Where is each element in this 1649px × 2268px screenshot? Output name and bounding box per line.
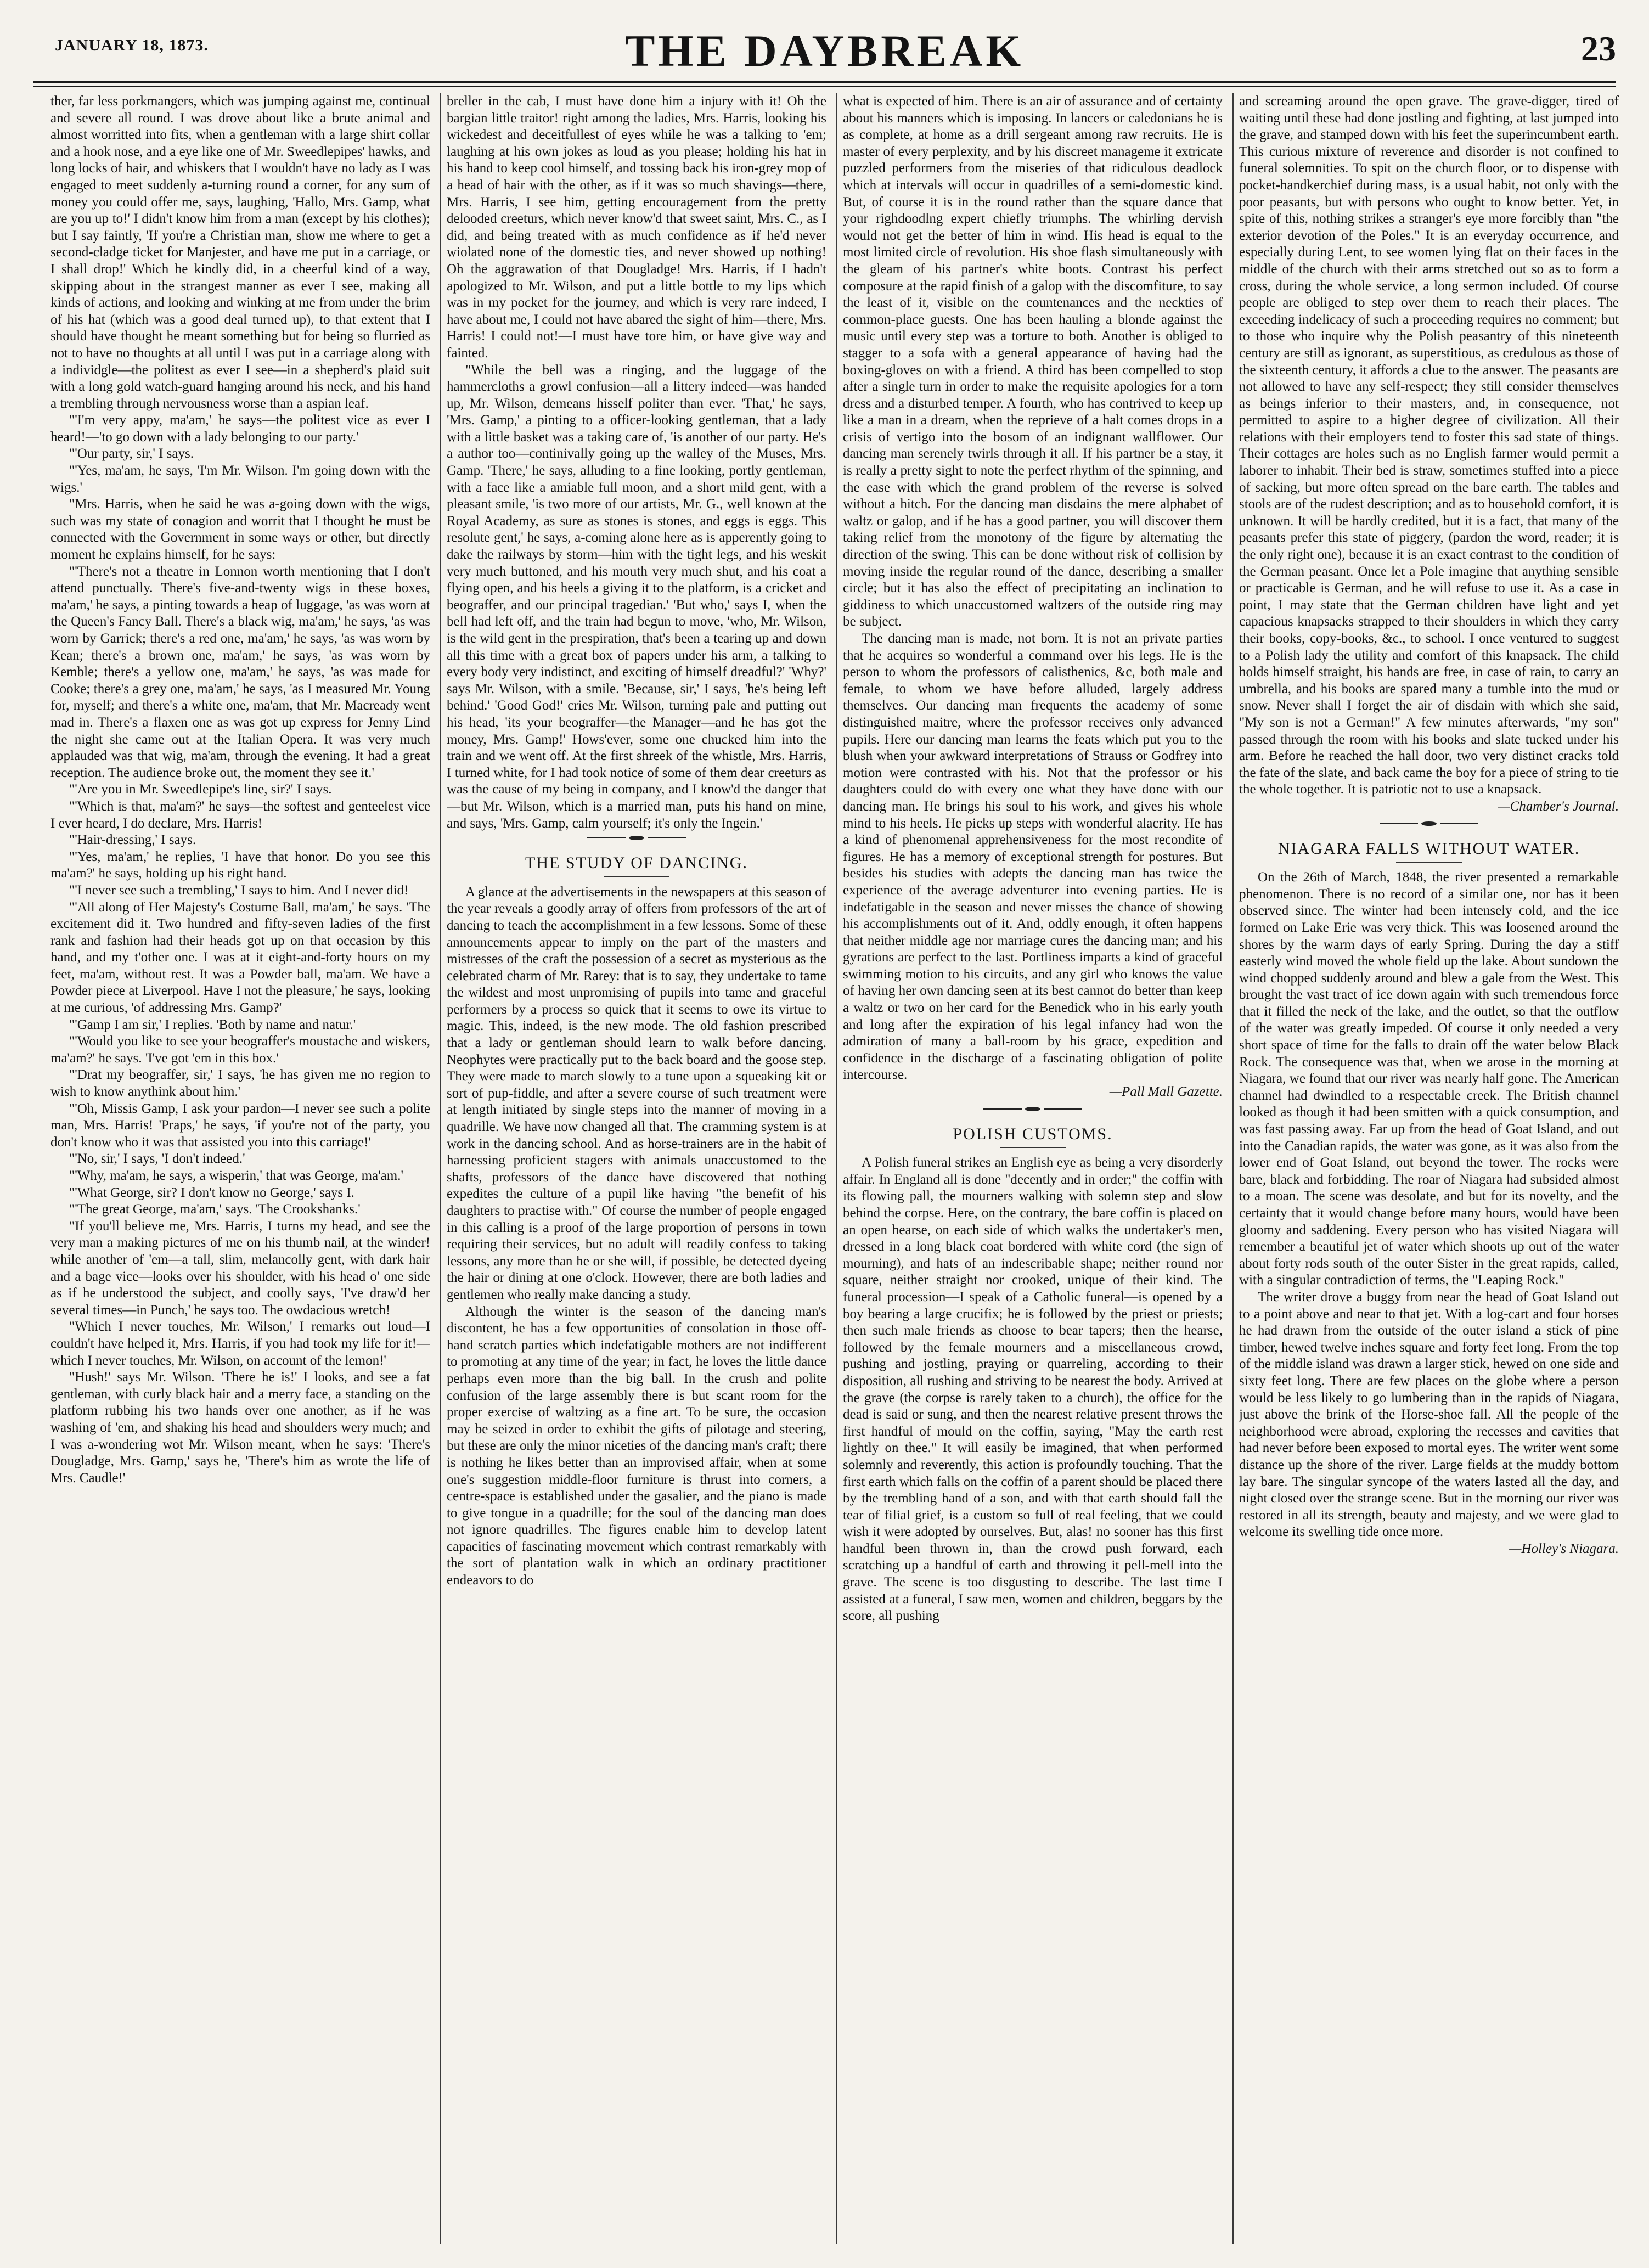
masthead-rule bbox=[33, 81, 1616, 83]
newspaper-title: THE DAYBREAK bbox=[624, 26, 1025, 76]
column-1 bbox=[50, 93, 430, 2244]
paragraph: "'Oh, Missis Gamp, I ask your pardon—I never see such a polite man, Mrs. Harris! 'Praps,' he says, 'if you're not of the party, you don't know who it was that assisted you into this carriage!' bbox=[50, 1101, 430, 1150]
article-heading: NIAGARA FALLS WITHOUT WATER. bbox=[1277, 839, 1580, 858]
paragraph: On the 26th of March, 1848, the river presented a remarkable phenomenon. There is no record of a similar one, nor has it been observed since. The winter had been intensely cold, and the ice formed on Lake Erie was very thick. This was loosened around the shores by the warm days of early Spring. During the day a stiff easterly wind moved the whole field up the lake. About sundown the wind chopped suddenly around and blew a gale from the West. This brought the vast tract of ice down again with such tremendous force that it filled the neck of the lake, and the outlet, so that the outflow of the water was greatly impeded. Of course it only needed a very short space of time for the falls to drain off the water below Black Rock. The consequence was that, when we arose in the morning at Niagara, we found that our river was nearly half gone. The American channel had dwindled to a respectable creek. The British channel looked as though it had been smitten with a quick consumption, and was fast passing away. Far up from the head of Goat Island, and out into the Canadian rapids, the water was gone, as it was also from the lower end of Goat Island, out beyond the tower. The rocks were bare, black and forbidding. The roar of Niagara had subsided almost to a moan. The scene was desolate, and but for its novelty, and the certainty that it would change before many hours, would have been gloomy and saddening. Every person who has visited Niagara will remember a beautiful jet of water which shoots up out of the water about forty rods south of the outer Sister in the great rapids, called, with a singular contradiction of terms, the "Leaping Rock." bbox=[1239, 870, 1619, 1288]
paragraph: A glance at the advertisements in the newspapers at this season of the year reveals a goodly array of offers from professors of the art of dancing to teach the accomplishment in a few lessons. Some of these announcements appear to imply on the part of the masters and mistresses of the craft the possession of a secret as mysterious as the celebrated charm of Mr. Rarey: that is to say, they undertake to tame the wildest and most unpromising of pupils into tame and graceful performers by a process so quick that it seems to owe its virtue to magic. This, indeed, is the new mode. The old fashion prescribed that a lady or gentleman should learn to walk before dancing. Neophytes were practically put to the back board and the goose step. They were made to march slowly to a tune upon a squeaking kit or sort of pup-fiddle, and after a severe course of such treatment were at length initiated by single steps into the manner of moving in a quadrille. We have now changed all that. The cramming system is at work in the dancing school. And as horse-trainers are in the habit of harnessing proficient stagers with animals unaccustomed to the shafts, professors of the dance have discovered that nothing expedites the culture of a pupil like having "the benefit of his daughters to practise with." Of course the number of people engaged in this calling is a proof of the large proportion of persons in town requiring their services, but no adult will readily confess to taking lessons, any more than he or she will, if possible, be detected dyeing the hair or dining at one o'clock. However, there are both ladies and gentlemen who really make dancing a study. bbox=[447, 884, 826, 1302]
column-2 bbox=[447, 93, 826, 2244]
paragraph: The dancing man is made, not born. It is not an private parties that he acquires so wonderful a command over his legs. He is the person to whom the professors of calisthenics, &c, both male and female, to whom we have before alluded, largely address themselves. Our dancing man frequents the academy of some distinguished maitre, where the professor receives only advanced pupils. Here our dancing man learns the feats which put you to the blush when your awkward interpretations of Strauss or Godfrey into motion were contrasted with his. Not that the professor or his daughters could do with every one what they have done with our dancing man. He brings his soul to his work, and gives his whole mind to his heels. He picks up steps with wonderful alacrity. He has a kind of phenomenal apprehensiveness for the most recondite of figures. He has a memory of exceptional strength for postures. But besides his studies with adepts the dancing man has twice the experience of the average adventurer into evening parties. He is indefatigable in the season and never misses the chance of showing his accomplishments out of it. And, oddly enough, it often happens that neither middle age nor marriage cures the dancing man; and his gyrations are perfect to the last. Portliness imparts a kind of graceful swimming motion to his circuits, and any girl who knows the value of having her own dancing seen at its best cannot do better than keep a waltz or two on her card for the Benedick who in his early youth and long after the expiration of his legal infancy had won the admiration of many a ball-room by his grace, expedition and confidence in the discharge of a fascinating obligation of polite intercourse. bbox=[843, 631, 1223, 1083]
paragraph: "'Drat my beograffer, sir,' I says, 'he has given me no region to wish to know anythink about him.' bbox=[50, 1067, 430, 1100]
paragraph: "'Gamp I am sir,' I replies. 'Both by name and natur.' bbox=[69, 1017, 356, 1032]
heading-rule bbox=[604, 876, 669, 877]
article-heading: THE STUDY OF DANCING. bbox=[525, 854, 748, 873]
issue-date: JANUARY 18, 1873. bbox=[55, 36, 209, 54]
ornament-divider bbox=[983, 1106, 1082, 1112]
heading-rule bbox=[1396, 862, 1462, 863]
masthead-rule-thin bbox=[33, 86, 1616, 87]
paragraph: "'Which is that, ma'am?' he says—the softest and genteelest vice I ever heard, I do declare, Mrs. Harris! bbox=[50, 798, 430, 831]
paragraph: "'Yes, ma'am,' he replies, 'I have that honor. Do you see this ma'am?' he says, holding up his right hand. bbox=[50, 849, 430, 881]
column-3 bbox=[843, 93, 1223, 2244]
paragraph: "'All along of Her Majesty's Costume Ball, ma'am,' he says. 'The excitement did it. Two hundred and fifty-seven ladies of the first rank and fashion had their heads got up on that occasion by this hand, and my t'other one. I was at it eight-and-forty hours on my feet, ma'am, without rest. It was a Powder ball, ma'am. We have a Powder piece at Liverpool. Have I not the pleasure,' he says, looking at me curious, 'of addressing Mrs. Gamp?' bbox=[50, 899, 430, 1016]
paragraph: "'Why, ma'am, he says, a wisperin,' that was George, ma'am.' bbox=[69, 1168, 403, 1183]
page-number: 23 bbox=[1581, 29, 1616, 68]
column-divider bbox=[440, 93, 441, 2244]
paragraph: "'No, sir,' I says, 'I don't indeed.' bbox=[69, 1151, 245, 1167]
paragraph: "'The great George, ma'am,' says. 'The Crookshanks.' bbox=[69, 1202, 361, 1217]
paragraph: Although the winter is the season of the dancing man's discontent, he has a few opportunities of consolation in those off-hand scratch parties which indefatigable mothers are not indifferent to promoting at any time of the year; in fact, he loves the little dance perhaps even more than the big ball. In the crush and polite confusion of the large assembly there is but scant room for the proper exercise of waltzing as a fine art. To be sure, the occasion may be seized in order to exhibit the gifts of pilotage and steering, but these are only the minor niceties of the dancing man's craft; there is nothing he likes better than an improvised affair, when at some one's suggestion middle-floor furniture is thrust into corners, a centre-space is established under the gasalier, and the piano is made to give tongue in a quadrille; for the soul of the dancing man does not ignore quadrilles. The figures enable him to develop latent capacities of fascinating movement which contrast remarkably with the sort of plantation walk in which an ordinary practitioner endeavors to do bbox=[447, 1304, 826, 1588]
paragraph: ther, far less porkmangers, which was jumping against me, continual and severe all round. I was drove about like a brute animal and almost worritted into fits, when a gentleman with a large shirt collar and a hook nose, and a eye like one of Mr. Sweedlepipes' hawks, and long locks of hair, and whiskers that I wouldn't have no lady as I was engaged to meet suddenly a-turning round a corner, for any sum of money you could offer me, says, laughing, 'Hallo, Mrs. Gamp, what are you up to!' I didn't know him from a man (except by his clothes); but I say faintly, 'If you're a Christian man, show me where to get a second-cladge ticket for Manjester, and have me put in a carriage, or I shall drop!' Which he kindly did, in a cheerful kind of a way, skipping about in the strangest manner as ever I see, making all kinds of actions, and looking and winking at me from under the brim of his hat (which was a good deal turned up), to that extent that I should have thought he meant something but for being so flurried as not to have no thoughts at all until I was put in a carriage along with a individgle—the politest as ever I see—in a shepherd's plaid suit with a long gold watch-guard hanging around his neck, and his hand a trembling through nervousness worse than a aspian leaf. bbox=[50, 94, 430, 411]
paragraph: "'I never see such a trembling,' I says to him. And I never did! bbox=[69, 882, 409, 898]
source-attribution: —Holley's Niagara. bbox=[1509, 1541, 1619, 1556]
ornament-divider bbox=[1380, 821, 1478, 826]
article-heading: POLISH CUSTOMS. bbox=[953, 1124, 1113, 1143]
paragraph: "'Are you in Mr. Sweedlepipe's line, sir?' I says. bbox=[69, 782, 332, 797]
paragraph: "Which I never touches, Mr. Wilson,' I remarks out loud—I couldn't have helped it, Mrs. Harris, if you had took my life for it!—which I never touches, Mr. Wilson, on account of the lemon!' bbox=[50, 1319, 430, 1368]
source-attribution: —Pall Mall Gazette. bbox=[1109, 1084, 1223, 1100]
heading-rule bbox=[1000, 1147, 1066, 1148]
paragraph: "If you'll believe me, Mrs. Harris, I turns my head, and see the very man a making pictures of me on his thumb nail, at the winder! while another of 'em—a tall, slim, melancolly gent, with dark hair and a bage vice—looks over his shoulder, with his head o' one side as if he understood the subject, and coolly says, 'I've draw'd her several times—in Punch,' he says too. The owdacious wretch! bbox=[50, 1218, 430, 1318]
paragraph: "While the bell was a ringing, and the luggage of the hammercloths a growl confusion—all a littery indeed—was handed up, Mr. Wilson, demeans hisself politer than ever. 'That,' he says, 'Mrs. Gamp,' a pinting to a officer-looking gentleman, that a lady with a little basket was a taking care of, 'is another of our party. He's a author too—continivally going up the walley of the Muses, Mrs. Gamp. 'There,' he says, alluding to a fine looking, portly gentleman, with a face like a amiable full moon, and a short mild gent, with a pleasant smile, 'is two more of our artists, Mr. G., well known at the Royal Academy, as sure as stones is stones, and eggs is eggs. This resolute gent,' he says, a-coming alone here as is apperently going to dake the railways by storm—him with the tight legs, and his weskit very much buttoned, and his mouth very much shut, and his coat a flying open, and his heels a giving it to the platform, is a cricket and beograffer, and our principal tragedian.' 'But who,' says I, when the bell had left off, and the train had begun to move, 'who, Mr. Wilson, is the wild gent in the prespiration, that's been a tearing up and down all this time with a great box of papers under his arm, a talking to every body very indistinct, and exciting of himself dreadful?' 'Why?' says Mr. Wilson, with a smile. 'Because, sir,' I says, 'he's being left behind.' 'Good God!' cries Mr. Wilson, turning pale and putting out his head, 'its your beograffer—the Manager—and he has got the money, Mrs. Gamp!' Hows'ever, some one chucked him into the train and we went off. At the first shreek of the whistle, Mrs. Harris, I turned white, for I had took notice of some of them dear creeturs as was the cause of my being in company, and I know'd the danger that—but Mr. Wilson, which is a married man, puts his hand on mine, and says, 'Mrs. Gamp, calm yourself; it's only the Ingein.' bbox=[447, 362, 826, 831]
column-divider bbox=[836, 93, 837, 2244]
column-divider bbox=[1232, 93, 1234, 2244]
paragraph: "'Yes, ma'am, he says, 'I'm Mr. Wilson. I'm going down with the wigs.' bbox=[50, 463, 430, 495]
paragraph: breller in the cab, I must have done him a injury with it! Oh the bargian little traitor! right among the ladies, Mrs. Harris, looking his wickedest and deceitfullest of eyes while he was a talking to 'em; laughing at his own jokes as loud as you please; holding his hat in his hand to keep cool himself, and tossing back his iron-grey mop of a head of hair with the other, as if it was so much shavings—there, Mrs. Harris, I see him, getting encouragement from the pretty delooded creeturs, which never know'd that sweet saint, Mrs. C., as I did, and being treated with as much confidence as if he'd never wiolated none of the domestic ties, and never showed up nothing! Oh the aggrawation of that Dougladge! Mrs. Harris, if I hadn't apologized to Mr. Wilson, and put a little bottle to my lips which was in my pocket for the journey, and which is very rare indeed, I have about me, I could not have abared the sight of him—there, Mrs. Harris! I could not!—I must have tore him, or have give way and fainted. bbox=[447, 94, 826, 361]
column-4 bbox=[1239, 93, 1619, 2244]
source-attribution: —Chamber's Journal. bbox=[1498, 798, 1619, 814]
paragraph: what is expected of him. There is an air of assurance and of certainty about his manners which is imposing. In lancers or caledonians he is as complete, at home as a drill sergeant among raw recruits. He is master of every perplexity, and by his discreet manageme it extricate puzzled performers from the miseries of that ridiculous deadlock which at intervals will occur in quadrilles of a semi-domestic kind. But, of course it is in the round rather than the square dance that your righdoodlng expert chiefly triumphs. The whirling dervish would not get the better of him in wind. His head is equal to the most limited circle of revolution. His shoe flash simultaneously with the gleam of his partner's white boots. Contrast his perfect composure at the rapid finish of a galop with the discomfiture, to say the least of it, visible on the countenances and the neckties of common-place guests. One has been hauling a blonde against the music until every step was a torture to both. Another is obliged to stagger to a sofa with a general appearance of having had the boxing-gloves on with a friend. A third has been compelled to stop after a single turn in order to make the requisite apologies for a torn dress and a disturbed temper. A fourth, who has contrived to keep up like a man in a dream, when the reprieve of a halt comes drops in a crisis of vertigo into the bosom of an indignant wallflower. Our dancing man serenely twirls through it all. If his partner be a stay, it is really a pretty sight to note the perfect rhythm of the spinning, and the ease with which the grand problem of the reverse is solved without a hitch. For the dancing man disdains the mere alphabet of waltz or galop, and if he has a good partner, you will discover them taking relief from the monotony of the figure by alternating the direction of the swing. This can be done without risk of collision by moving inside the regular round of the dance, describing a smaller circle; but it has also the effect of precipitating an inclination to giddiness to which unaccustomed waltzers of the outside ring may be subject. bbox=[843, 94, 1223, 629]
ornament-divider bbox=[587, 835, 686, 841]
paragraph: "'What George, sir? I don't know no George,' says I. bbox=[69, 1185, 354, 1200]
paragraph: "Hush!' says Mr. Wilson. 'There he is!' I looks, and see a fat gentleman, with curly black hair and a merry face, a standing on the platform rubbing his two hands over one another, as if he was washing of 'em, and shaking his head and shoulders wery much; and I was a-wondering wot Mr. Wilson meant, when he says: 'There's Dougladge, Mrs. Gamp,' says he, 'There's him as wrote the life of Mrs. Caudle!' bbox=[50, 1370, 430, 1485]
masthead bbox=[22, 20, 1627, 86]
paragraph: "'Would you like to see your beograffer's moustache and wiskers, ma'am?' he says. 'I've got 'em in this box.' bbox=[50, 1034, 430, 1066]
paragraph: "'Hair-dressing,' I says. bbox=[69, 832, 196, 848]
paragraph: "'There's not a theatre in Lonnon worth mentioning that I don't attend punctually. There's five-and-twenty wigs in these boxes, ma'am,' he says, a pinting towards a heap of luggage, 'as was worn at the Queen's Fancy Ball. There's a black wig, ma'am,' he says, 'as was worn by Garrick; there's a red one, ma'am,' he says, 'as was worn by Kean; there's a brown one, ma'am,' he says, 'as was worn by Kemble; there's a yellow one, ma'am,' he says, 'as was made for Cooke; there's a grey one, ma'am,' he says, 'as I measured Mr. Young for, myself; and there's a white one, ma'am, that Mr. Macready went mad in. There's a flaxen one as was got up express for Jenny Lind the night she came out at the Italian Opera. It was very much applauded was that wig, ma'am, through the evening. It had a great reception. The audience broke out, the moment they see it.' bbox=[50, 564, 430, 780]
paragraph: The writer drove a buggy from near the head of Goat Island out to a point above and near to that jet. With a log-cart and four horses he had drawn from the outside of the outer island a stick of pine timber, hewed twelve inches square and forty feet long. From the top of the middle island was drawn a larger stick, hewed on one side and sixty feet long. There are few places on the globe where a person would be less likely to go lumbering than in the rapids of Niagara, just above the brink of the Horse-shoe fall. All the people of the neighborhood were abroad, exploring the recesses and cavities that had never before been exposed to mortal eyes. The writer went some distance up the shore of the river. Large fields at the muddy bottom lay bare. The singular syncope of the waters lasted all the day, and night closed over the strange scene. But in the morning our river was restored in all its strength, beauty and majesty, and we were glad to welcome its swelling tide once more. bbox=[1239, 1289, 1619, 1540]
paragraph: "Mrs. Harris, when he said he was a-going down with the wigs, such was my state of conagion and worrit that I thought he must be connected with the Government in some ways or other, but directly moment he explains himself, for he says: bbox=[50, 497, 430, 562]
paragraph: A Polish funeral strikes an English eye as being a very disorderly affair. In England all is done "decently and in order;" the coffin with its flowing pall, the mourners walking with solemn step and slow behind the corpse. Here, on the contrary, the bare coffin is placed on an open hearse, on each side of which walks the undertaker's men, dressed in a long black coat bordered with white cord (the sign of mourning), and hats of an indescribable shape; neither round nor square, neither straight nor crooked, unique of their kind. The funeral procession—I speak of a Catholic funeral—is opened by a boy bearing a large crucifix; he is followed by the priest or priests; then such male friends as choose to bear tapers; then the hearse, followed by the female mourners and a miscellaneous crowd, pushing and jostling, praying or quarreling, according to their disposition, all rushing and striving to be nearest the body. Arrived at the grave (the corpse is rarely taken to a church), the office for the dead is said or sung, and then the nearest relative present throws the first handful of mould on the coffin, saying, "May the earth rest lightly on thee." It will easily be imagined, that when performed solemnly and reverently, this action is profoundly touching. That the first earth which falls on the coffin of a parent should be placed there by the trembling hand of a son, and with that earth should fall the tear of filial grief, is a custom so full of real feeling, that we could wish it were adopted by ourselves. But, alas! no sooner has this first handful been thrown in, than the crowd push forward, each scratching up a handful of earth and throwing it pell-mell into the grave. The scene is too disgusting to describe. The last time I assisted at a funeral, I saw men, women and children, beggars by the score, all pushing bbox=[843, 1155, 1223, 1624]
paragraph: and screaming around the open grave. The grave-digger, tired of waiting until these had done jostling and fighting, at last jumped into the grave, and stamped down with his feet the superincumbent earth. This curious mixture of reverence and disorder is not confined to funeral solemnities. To spit on the church floor, or to dispense with pocket-handkerchief during mass, is a usual habit, not only with the poor peasants, but with persons who ought to know better. Yet, in spite of this, nothing strikes a stranger's eye more forcibly than "the exterior devotion of the Poles." It is an everyday occurrence, and especially during Lent, to see women lying flat on their faces in the middle of the church with their arms stretched out so as to form a cross, during the whole service, a long sermon included. Of course people are obliged to step over them to reach their places. The exceeding indelicacy of such a proceeding requires no comment; but to those who inquire why the Polish peasantry of this nineteenth century are still as ignorant, as superstitious, as credulous as those of the sixteenth century, it affords a clue to the answer. The peasants are not allowed to have any self-respect; they still consider themselves as beings inferior to their masters, and, in consequence, not permitted to aspire to a higher degree of civilization. All their relations with their employers tend to foster this sad state of things. Their cottages are holes such as no English farmer would permit a laborer to inhabit. Their bed is straw, sometimes stuffed into a piece of sacking, but more often spread on the bare earth. The tables and stools are of the rudest description; and as to household comfort, it is unknown. It will be hardly credited, but it is a fact, that many of the peasants prefer this state of piggery, (pardon the word, reader; it is the only right one), because it is an exact contrast to the condition of the German peasant. Once let a Pole imagine that anything sensible or practicable is German, and he will refuse to use it. As a case in point, I may state that the German children have light and yet capacious knapsacks strapped to their shoulders in which they carry their books, copy-books, &c., to school. I once ventured to suggest to a Polish lady the utility and comfort of this knapsack. The child holds himself straight, his hands are free, in case of rain, to carry an umbrella, and his books are spared many a tumble into the mud or snow. Never shall I forget the air of disdain with which she said, "My son is not a German!" A few minutes afterwards, "my son" passed through the room with his books and slate tucked under his arm. Before he reached the hall door, two very distinct cracks told the fate of the slate, and back came the boy for a piece of string to tie the whole together. It is patriotic not to use a knapsack. bbox=[1239, 94, 1619, 797]
paragraph: "'Our party, sir,' I says. bbox=[69, 446, 194, 462]
paragraph: "'I'm very appy, ma'am,' he says—the politest vice as ever I heard!—'to go down with a lady belonging to our party.' bbox=[50, 413, 430, 444]
